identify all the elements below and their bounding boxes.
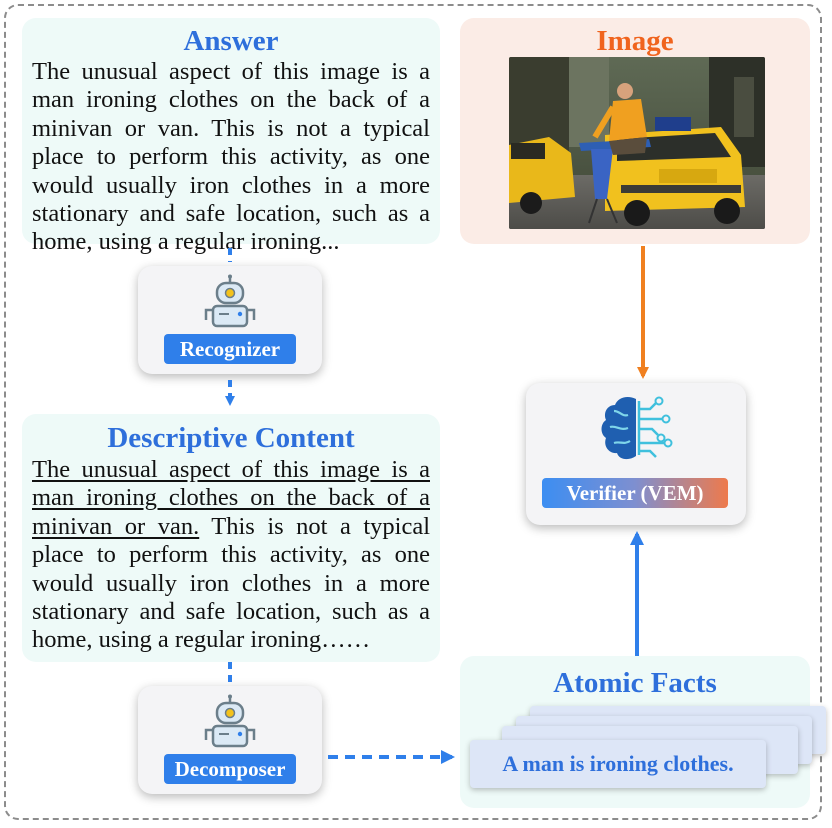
answer-text: The unusual aspect of this image is a man ironing clothes on the back of a minivan or van. This is not a typical place to perform this activity, as one would usually iron clothes in a more stationary and safe location, such as a home, using a regular ironing... [32, 58, 430, 256]
descriptive-underlined-text: The unusual aspect of this image is a man ironing clothes on the back of a minivan or van. [32, 456, 430, 540]
decomposer-label: Decomposer [164, 754, 296, 784]
image-title: Image [596, 25, 674, 57]
fact-text: A man is ironing clothes. [502, 751, 734, 776]
descriptive-rest-text: This is not a typical place to perform this activity, as one would usually iron clothes in a more stationary and safe location, such as a home, using a regular ironing…… [32, 512, 430, 654]
verifier-label: Verifier (VEM) [542, 478, 728, 508]
atomic-facts-title: Atomic Facts [553, 667, 717, 699]
descriptive-title: Descriptive Content [107, 422, 355, 454]
answer-title: Answer [183, 25, 279, 57]
recognizer-label: Recognizer [164, 334, 296, 364]
